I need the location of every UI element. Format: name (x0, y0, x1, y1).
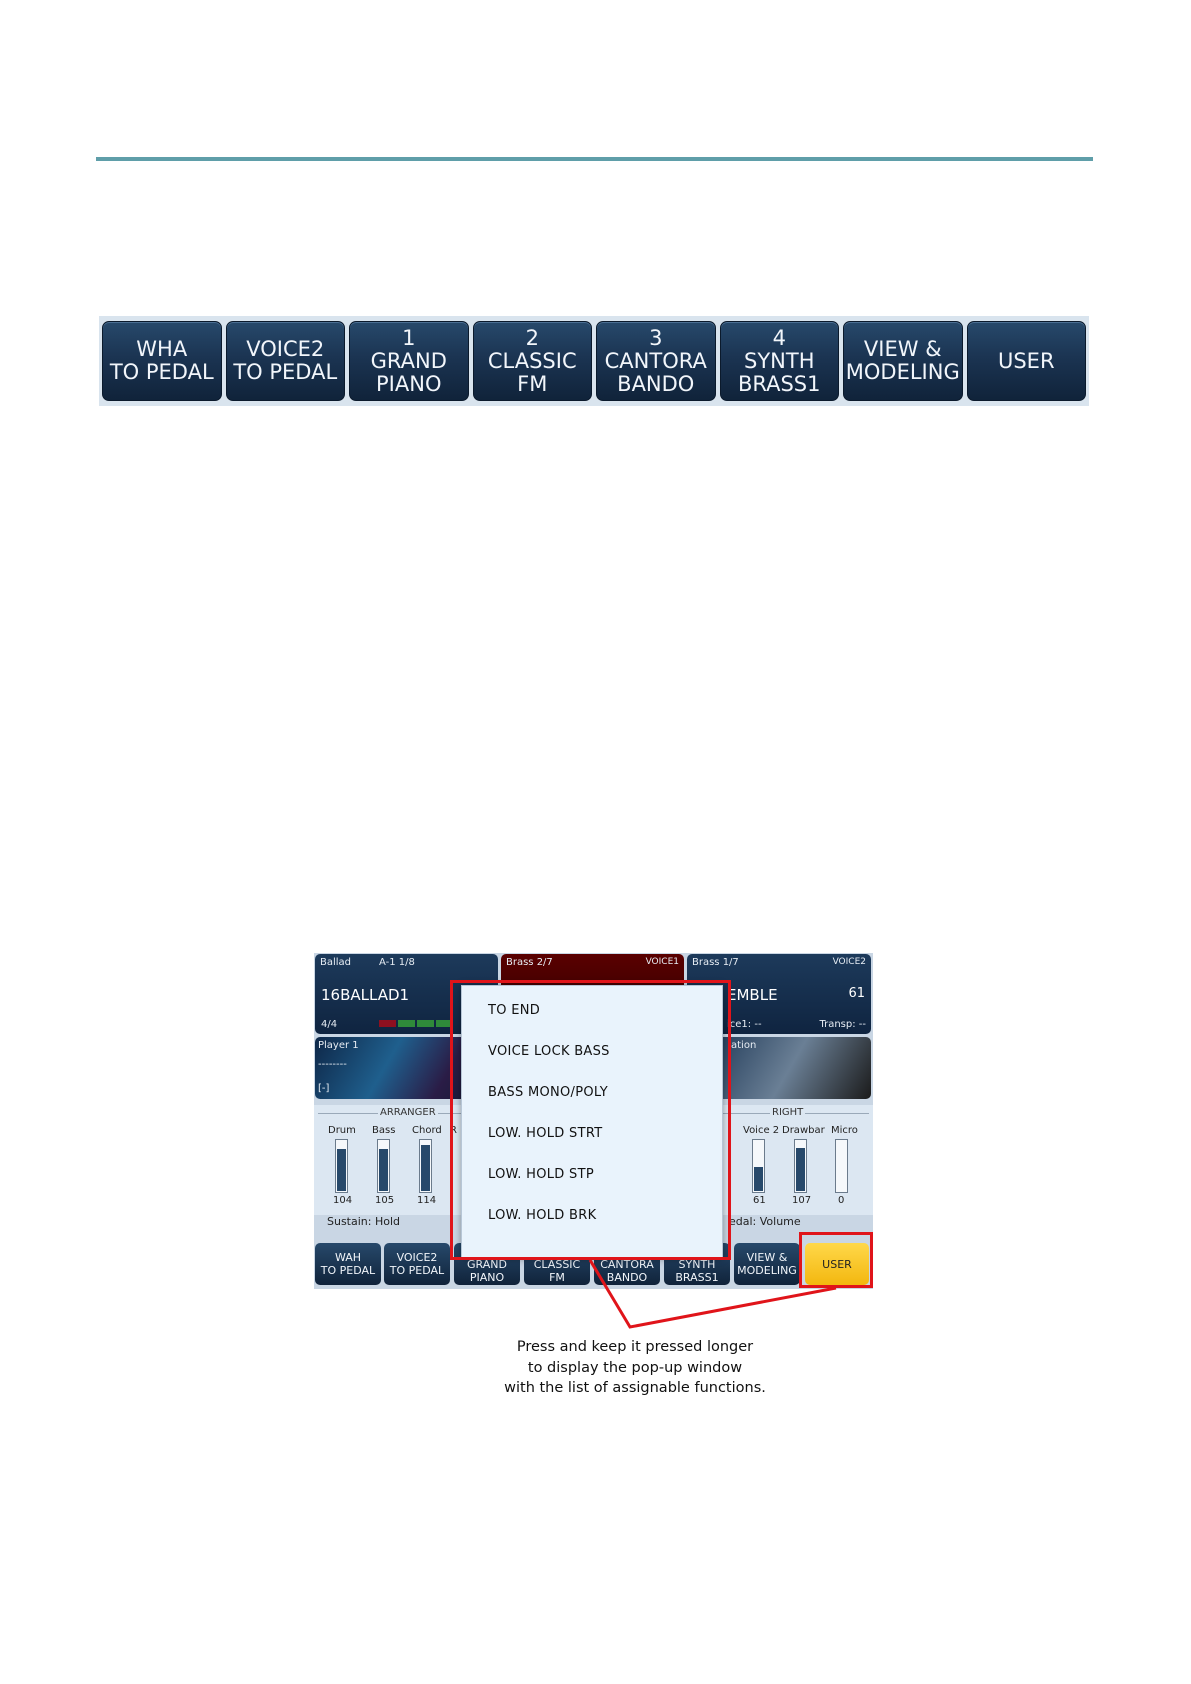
style-position: A-1 1/8 (379, 957, 415, 968)
button-label: PIANO (376, 371, 442, 396)
button-label: BRASS1 (675, 1271, 719, 1284)
channel-label: Chord (412, 1125, 442, 1136)
button-label: CANTORA (604, 348, 707, 373)
button-label: VOICE2 (396, 1251, 438, 1264)
button-label: GRAND (467, 1258, 507, 1271)
voice2-title: EMBLE (727, 986, 778, 1004)
button-number: 1 (402, 325, 416, 350)
button-label: TO PEDAL (320, 1264, 376, 1277)
button-label: VOICE2 (246, 337, 325, 361)
channel-value: 107 (792, 1195, 812, 1206)
channel-label: Micro (831, 1125, 858, 1136)
voice2-tag: VOICE2 (832, 957, 866, 967)
button-label: SYNTH (678, 1258, 716, 1271)
voice1-tag: VOICE1 (645, 957, 679, 967)
sustain-status: Sustain: Hold (327, 1215, 401, 1228)
caption-line: Press and keep it pressed longer (516, 1339, 754, 1355)
popup-item[interactable]: LOW. HOLD STP (488, 1167, 594, 1182)
channel-value: 114 (417, 1195, 437, 1206)
button-label: FM (549, 1271, 565, 1284)
caption-line: with the list of assignable functions. (504, 1380, 766, 1396)
button-label: MODELING (737, 1264, 797, 1277)
button-label: USER (822, 1257, 852, 1271)
button-label: BANDO (606, 1271, 648, 1284)
channel-label: Bass (372, 1125, 396, 1136)
button-label: WAH (334, 1251, 362, 1264)
time-signature: 4/4 (321, 1019, 338, 1030)
caption (470, 1337, 800, 1399)
channel-value: 61 (753, 1195, 766, 1206)
button-label: BANDO (617, 371, 695, 396)
button-label: GRAND (370, 348, 447, 373)
voice2-transp: Transp: -- (819, 1019, 866, 1030)
popup-item[interactable]: LOW. HOLD STRT (488, 1126, 603, 1141)
button-label: USER (997, 348, 1055, 373)
button-label: TO PEDAL (109, 360, 214, 384)
button-label: SYNTH (744, 348, 815, 373)
popup-item[interactable]: TO END (488, 1003, 541, 1018)
style-category: Ballad (320, 957, 352, 968)
voice2-sub: ice1: -- (727, 1019, 762, 1030)
button-label: VIEW & (746, 1251, 788, 1264)
channel-value: 105 (375, 1195, 395, 1206)
button-number: 2 (525, 325, 539, 350)
channel-label: Voice 2 (743, 1125, 780, 1136)
channel-value: 0 (838, 1195, 845, 1206)
arranger-title: ARRANGER (380, 1107, 436, 1118)
orchestration-label: ation (731, 1040, 757, 1051)
popup-item[interactable]: VOICE LOCK BASS (488, 1044, 610, 1059)
player-dashes: -------- (318, 1059, 347, 1070)
voice1-name: Brass 2/7 (506, 957, 553, 968)
player-bracket: [-] (318, 1083, 330, 1094)
button-label: PIANO (469, 1271, 505, 1284)
caption-line: to display the pop-up window (527, 1359, 743, 1376)
popup-item[interactable]: LOW. HOLD BRK (488, 1208, 597, 1223)
voice2-value: 61 (848, 986, 865, 1001)
button-label: FM (517, 371, 548, 396)
button-number: 3 (649, 325, 663, 350)
button-label: TO PEDAL (389, 1264, 445, 1277)
button-label: TO PEDAL (233, 360, 338, 384)
callout-line (590, 1260, 836, 1327)
channel-label: Drum (328, 1125, 356, 1136)
button-label: BRASS1 (737, 371, 821, 396)
button-label: CLASSIC (533, 1258, 581, 1271)
button-label: VIEW & (863, 337, 942, 361)
button-label: MODELING (845, 360, 960, 384)
popup-item[interactable]: BASS MONO/POLY (488, 1085, 608, 1100)
button-number: 4 (772, 325, 786, 350)
pedal-status: edal: Volume (729, 1215, 801, 1228)
button-label: CANTORA (600, 1258, 654, 1271)
channel-value: 104 (333, 1195, 353, 1206)
player-label: Player 1 (318, 1040, 359, 1051)
button-label: WHA (136, 337, 188, 361)
channel-label: Drawbar (782, 1125, 825, 1136)
channel-label: R (450, 1125, 457, 1136)
button-label: CLASSIC (487, 348, 577, 373)
right-title: RIGHT (772, 1107, 804, 1118)
voice2-name: Brass 1/7 (692, 957, 739, 968)
style-name: 16BALLAD1 (321, 986, 410, 1004)
